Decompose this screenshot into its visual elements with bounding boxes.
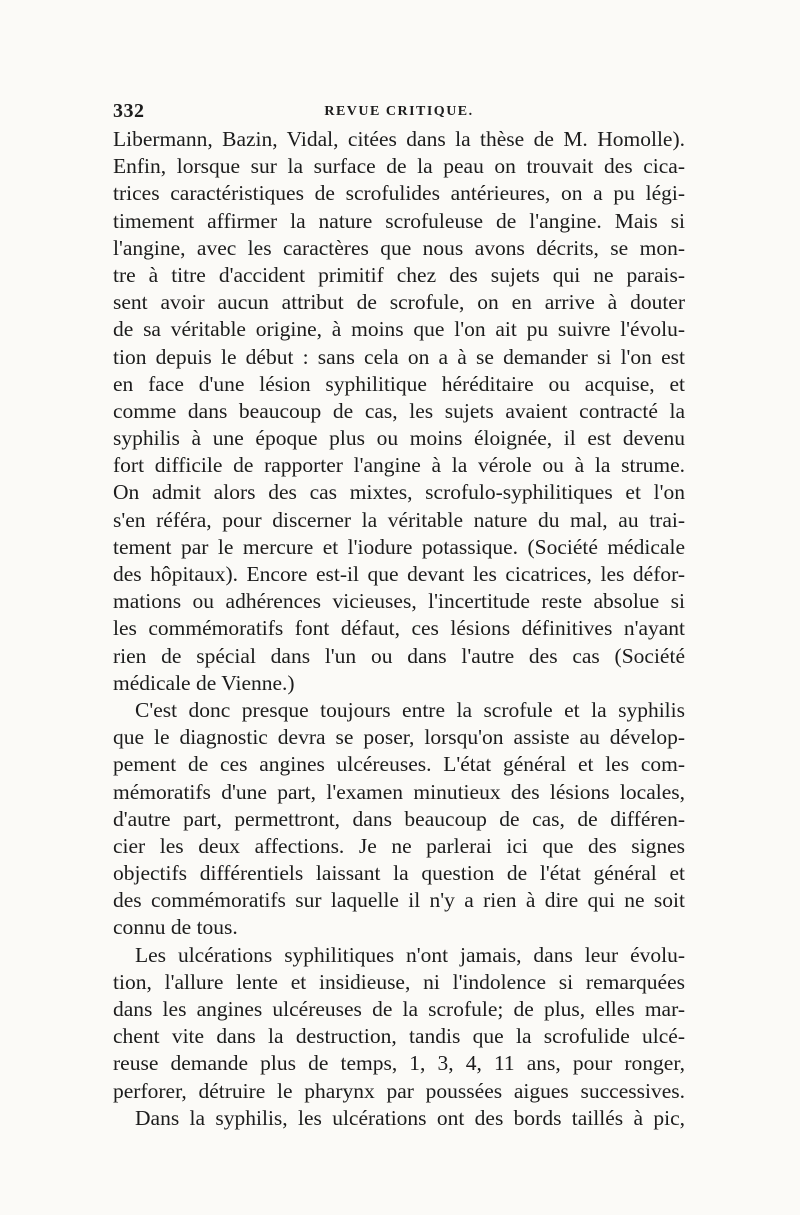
text-line: cier les deux affections. Je ne parlerai ici que des signes: [113, 833, 685, 858]
text-line: mations ou adhérences vicieuses, l'incertitude reste absolue si: [113, 589, 685, 614]
text-line: Enfin, lorsque sur la surface de la peau on trouvait des cica-: [113, 154, 685, 179]
text-line: des hôpitaux). Encore est-il que devant les cicatrices, les défor-: [113, 562, 685, 586]
page-header: [113, 100, 685, 124]
text-line: chent vite dans la destruction, tandis que la scrofulide ulcé-: [113, 1024, 685, 1049]
text-line: comme dans beaucoup de cas, les sujets avaient contracté la: [113, 398, 685, 423]
text-line: tion depuis le début : sans cela on a à se demander si l'on est: [113, 344, 685, 369]
text-line: C'est donc presque toujours entre la scrofule et la syphilis: [135, 697, 685, 722]
text-line: Libermann, Bazin, Vidal, citées dans la thèse de M. Homolle).: [113, 127, 685, 151]
text-line: On admit alors des cas mixtes, scrofulo-syphilitiques et l'on: [113, 480, 685, 505]
text-line: trices caractéristiques de scrofulides antérieures, on a pu légi-: [113, 181, 685, 206]
text-line: en face d'une lésion syphilitique héréditaire ou acquise, et: [113, 371, 685, 396]
text-line: perforer, détruire le pharynx par poussées aigues successives.: [113, 1078, 685, 1103]
page-number: 332: [113, 100, 145, 122]
text-line: dans les angines ulcéreuses de la scrofule; de plus, elles mar-: [113, 997, 685, 1021]
text-line: fort difficile de rapporter l'angine à la vérole ou à la strume.: [113, 453, 685, 478]
running-title: REVUE CRITIQUE.: [324, 104, 474, 119]
text-line: Les ulcérations syphilitiques n'ont jamais, dans leur évolu-: [135, 942, 685, 967]
text-line: sent avoir aucun attribut de scrofule, on en arrive à douter: [113, 290, 685, 315]
text-line: l'angine, avec les caractères que nous avons décrits, se mon-: [113, 235, 685, 260]
text-line: d'autre part, permettront, dans beaucoup de cas, de différen-: [113, 806, 685, 831]
text-line: mémoratifs d'une part, l'examen minutieux des lésions locales,: [113, 779, 685, 804]
text-line: les commémoratifs font défaut, ces lésions définitives n'ayant: [113, 616, 685, 641]
text-line: reuse demande plus de temps, 1, 3, 4, 11 ans, pour ronger,: [113, 1051, 685, 1076]
text-line: s'en référa, pour discerner la véritable nature du mal, au trai-: [113, 507, 685, 532]
text-line: rien de spécial dans l'un ou dans l'autre des cas (Société: [113, 643, 685, 668]
text-line: objectifs différentiels laissant la question de l'état général et: [113, 861, 685, 886]
text-line: connu de tous.: [113, 915, 238, 940]
text-line: que le diagnostic devra se poser, lorsqu'on assiste au dévelop-: [113, 725, 685, 750]
text-line: timement affirmer la nature scrofuleuse de l'angine. Mais si: [113, 208, 685, 233]
text-line: tement par le mercure et l'iodure potassique. (Société médicale: [113, 534, 685, 559]
body-text: [113, 126, 685, 1132]
text-line: de sa véritable origine, à moins que l'on ait pu suivre l'évolu-: [113, 317, 685, 342]
text-line: Dans la syphilis, les ulcérations ont des bords taillés à pic,: [135, 1105, 685, 1130]
text-line: médicale de Vienne.): [113, 670, 295, 695]
text-line: syphilis à une époque plus ou moins éloignée, il est devenu: [113, 426, 685, 451]
text-line: tre à titre d'accident primitif chez des sujets qui ne parais-: [113, 262, 685, 287]
text-line: pement de ces angines ulcéreuses. L'état général et les com-: [113, 752, 685, 777]
text-line: tion, l'allure lente et insidieuse, ni l'indolence si remarquées: [113, 969, 685, 994]
text-line: des commémoratifs sur laquelle il n'y a rien à dire qui ne soit: [113, 888, 685, 913]
